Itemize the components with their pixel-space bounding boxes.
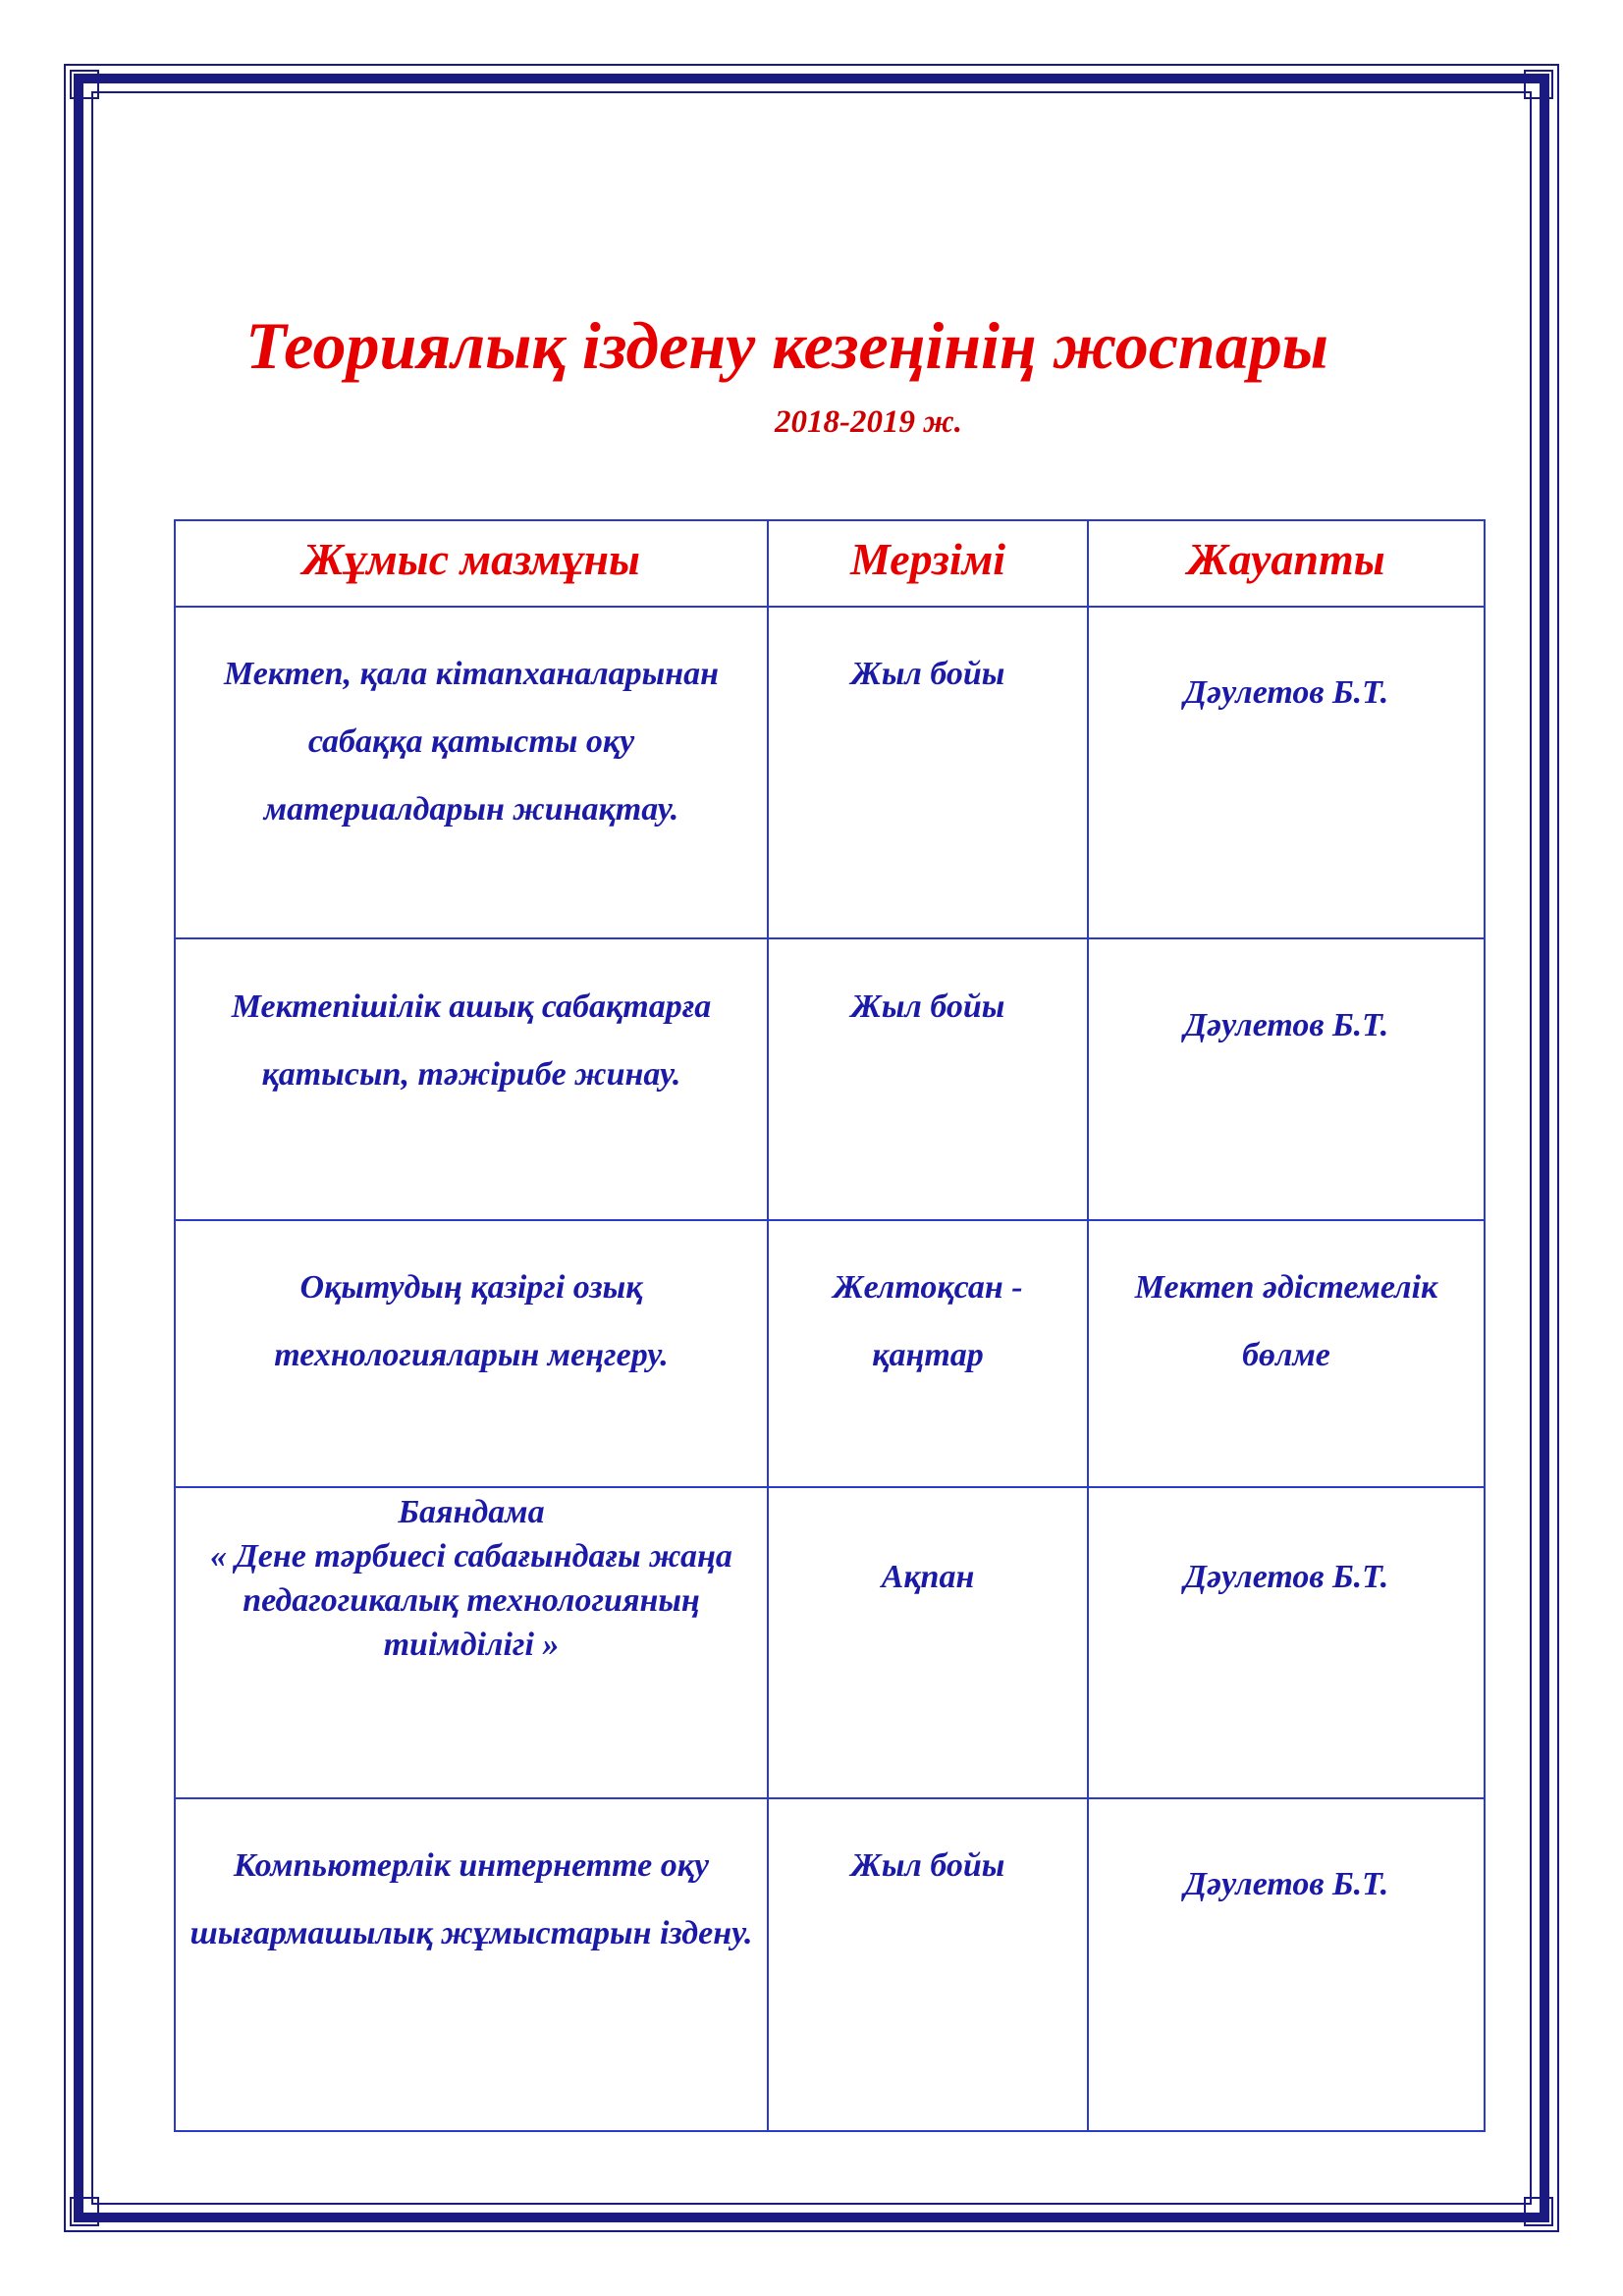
row-deadline-cell: Желтоқсан - қаңтар	[768, 1220, 1088, 1487]
document-title: Теориялық іздену кезеңінің жоспары	[245, 308, 1328, 383]
row-deadline-cell: Жыл бойы	[768, 607, 1088, 938]
row-deadline-cell: Жыл бойы	[768, 938, 1088, 1220]
header-deadline: Мерзімі	[768, 520, 1088, 607]
row-responsible-cell: Мектеп әдістемелік бөлме	[1088, 1220, 1485, 1487]
plan-table	[174, 519, 1486, 2132]
table-row	[175, 938, 1485, 1220]
table-header-row	[175, 520, 1485, 607]
row-responsible-cell: Дәулетов Б.Т.	[1088, 1798, 1485, 2131]
row-responsible-cell: Дәулетов Б.Т.	[1088, 938, 1485, 1220]
table-row	[175, 1220, 1485, 1487]
table-row	[175, 1798, 1485, 2131]
row-content-cell: Мектепішілік ашық сабақтарға қатысып, тәжірибе жинау.	[175, 938, 768, 1220]
row-content-cell: Оқытудың қазіргі озық технологияларын меңгеру.	[175, 1220, 768, 1487]
row-responsible-cell: Дәулетов Б.Т.	[1088, 1487, 1485, 1798]
document-subtitle-year: 2018-2019 ж.	[775, 404, 962, 440]
row-deadline-cell: Ақпан	[768, 1487, 1088, 1798]
row-content-cell	[175, 1487, 768, 1798]
report-heading: Баяндама	[398, 1494, 545, 1530]
row-content-cell: Компьютерлік интернетте оқу шығармашылық жұмыстарын іздену.	[175, 1798, 768, 2131]
table-row	[175, 1487, 1485, 1798]
row-responsible-cell: Дәулетов Б.Т.	[1088, 607, 1485, 938]
report-topic: « Дене тәрбиесі сабағындағы жаңа педагогикалық технологияның тиімділігі »	[210, 1538, 732, 1663]
header-responsible: Жауапты	[1088, 520, 1485, 607]
row-deadline-cell: Жыл бойы	[768, 1798, 1088, 2131]
table-row	[175, 607, 1485, 938]
row-content-cell: Мектеп, қала кітапханаларынан сабаққа қатысты оқу материалдарын жинақтау.	[175, 607, 768, 938]
header-content: Жұмыс мазмұны	[175, 520, 768, 607]
